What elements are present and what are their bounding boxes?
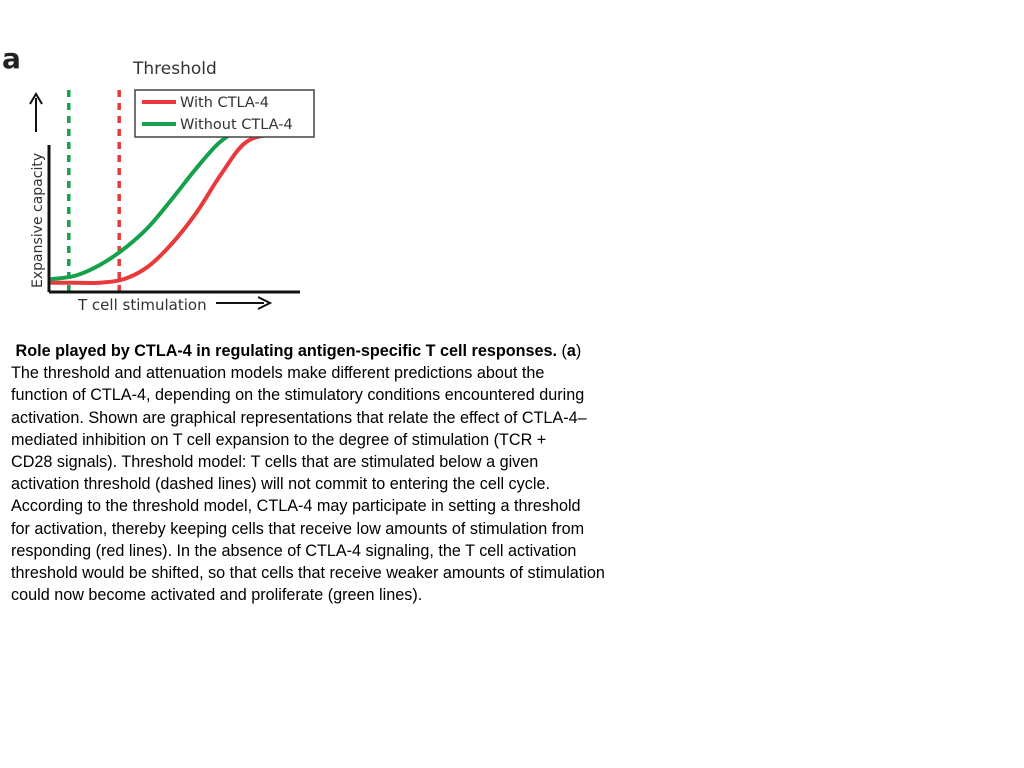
caption-line: mediated inhibition on T cell expansion to the degree of stimulation (TCR +	[11, 430, 547, 449]
legend-label-with-ctla4: With CTLA-4	[180, 95, 269, 111]
figure-panel-a	[0, 30, 330, 330]
threshold-chart	[0, 30, 330, 330]
caption-line: The threshold and attenuation models make different predictions about the	[11, 364, 545, 383]
caption-line: activation threshold (dashed lines) will not commit to entering the cell cycle.	[11, 475, 550, 494]
caption-line: function of CTLA-4, depending on the stimulatory conditions encountered during	[11, 386, 585, 405]
x-axis-label: T cell stimulation	[78, 296, 207, 314]
y-axis-label: Expansive capacity	[30, 152, 46, 288]
caption-panel-label: a	[566, 342, 576, 360]
caption-panel-open: (	[561, 342, 567, 360]
series-line-with-ctla4	[52, 134, 292, 283]
caption-line: According to the threshold model, CTLA-4 may participate in setting a threshold	[11, 497, 581, 516]
legend-label-without-ctla4: Without CTLA-4	[180, 117, 293, 133]
caption-line: could now become activated and proliferate (green lines).	[11, 586, 423, 605]
caption-panel-close: )	[575, 342, 582, 360]
panel-letter: a	[2, 42, 21, 75]
caption-title: Role played by CTLA-4 in regulating antigen-specific T cell responses.	[15, 342, 557, 360]
caption-line: responding (red lines). In the absence of CTLA-4 signaling, the T cell activation	[11, 541, 577, 560]
caption-line: activation. Shown are graphical representations that relate the effect of CTLA-4–	[11, 408, 587, 427]
caption-line: threshold would be shifted, so that cells that receive weaker amounts of stimulation	[11, 564, 605, 583]
figure-caption	[11, 340, 701, 606]
chart-title: Threshold	[133, 59, 217, 79]
caption-first-line	[11, 340, 701, 362]
caption-line: for activation, thereby keeping cells that receive low amounts of stimulation from	[11, 519, 585, 538]
caption-line: CD28 signals). Threshold model: T cells that are stimulated below a given	[11, 453, 539, 472]
series-line-without-ctla4	[52, 124, 292, 279]
